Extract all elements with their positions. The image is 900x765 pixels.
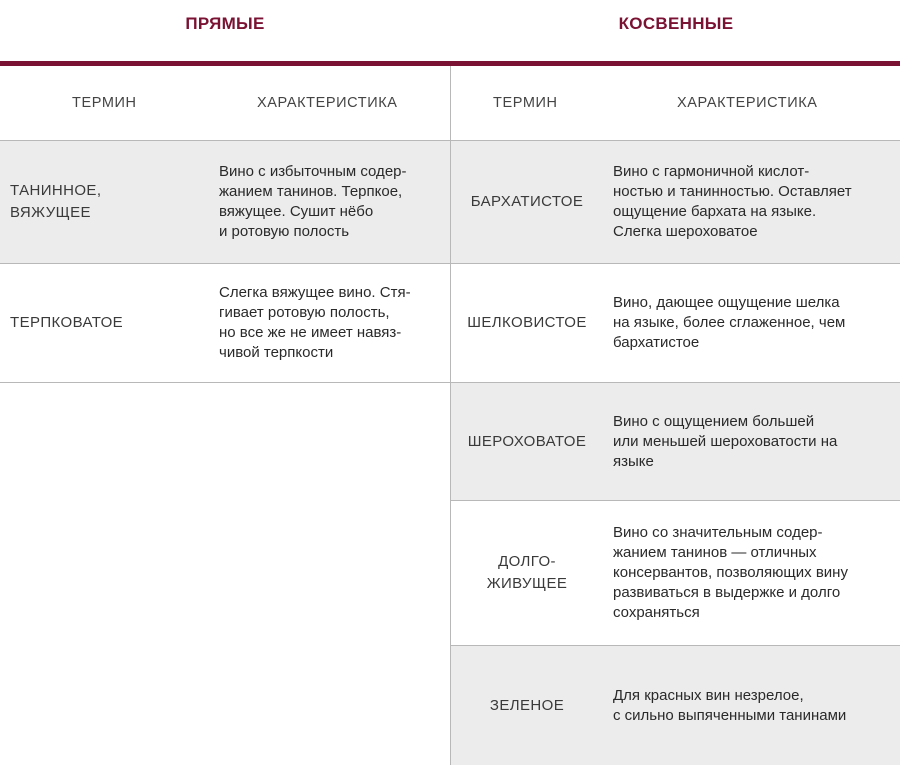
direct-description-cell — [219, 264, 449, 382]
indirect-group-title: КОСВЕННЫЕ — [618, 14, 734, 33]
indirect-description-text: Для красных вин незрелое, с сильно выпяченными танинами — [613, 686, 847, 724]
indirect-description-cell — [613, 646, 898, 765]
indirect-term-text: БАРХАТИСТОЕ — [470, 193, 584, 210]
direct-term-header: ТЕРМИН — [72, 95, 137, 111]
direct-characteristic-header: ХАРАКТЕРИСТИКА — [257, 95, 398, 111]
direct-description-text: Вино с избыточным содер- жанием танинов. Терпкое, вяжущее. Сушит нёбо и ротовую полость — [219, 163, 407, 240]
direct-term-cell — [10, 264, 210, 382]
indirect-description-text: Вино со значительным содер- жанием танинов — отличных консервантов, позволяющих вину развиваться в выдержке и долго сохраняться — [613, 524, 848, 621]
indirect-term-text: ШЕРОХОВАТОЕ — [467, 432, 587, 450]
indirect-term-text: ЗЕЛЕНОЕ — [489, 696, 565, 714]
indirect-term-cell — [451, 501, 603, 645]
direct-term-text: ТЕРПКОВАТОЕ — [10, 314, 124, 331]
indirect-term-header: ТЕРМИН — [493, 95, 558, 111]
direct-group-title: ПРЯМЫЕ — [185, 14, 265, 33]
indirect-term-cell — [451, 383, 603, 500]
indirect-term-cell — [451, 141, 603, 263]
indirect-term-cell — [451, 264, 603, 382]
direct-term-cell — [10, 141, 210, 263]
indirect-term-text: ДОЛГО- ЖИВУЩЕЕ — [486, 553, 568, 592]
indirect-description-cell — [613, 264, 898, 382]
indirect-description-text: Вино с ощущением большей или меньшей шероховатости на языке — [613, 412, 838, 470]
indirect-description-text: Вино с гармоничной кислот- ностью и танинностью. Оставляет ощущение бархата на языке. Слегка шероховатое — [613, 163, 852, 240]
indirect-term-text: ШЕЛКОВИСТОЕ — [467, 314, 587, 331]
indirect-description-cell — [613, 141, 898, 263]
indirect-description-cell — [613, 383, 898, 500]
indirect-description-cell — [613, 501, 898, 645]
indirect-description-text: Вино, дающее ощущение шелка на языке, более сглаженное, чем бархатистое — [613, 294, 846, 351]
direct-description-cell — [219, 141, 449, 263]
direct-term-text: ТАНИННОЕ, ВЯЖУЩЕЕ — [10, 182, 102, 221]
indirect-term-cell — [451, 646, 603, 765]
indirect-characteristic-header: ХАРАКТЕРИСТИКА — [677, 95, 818, 111]
direct-description-text: Слегка вяжущее вино. Стя- гивает ротовую полость, но все же не имеет навяз- чивой терпкости — [219, 284, 411, 361]
